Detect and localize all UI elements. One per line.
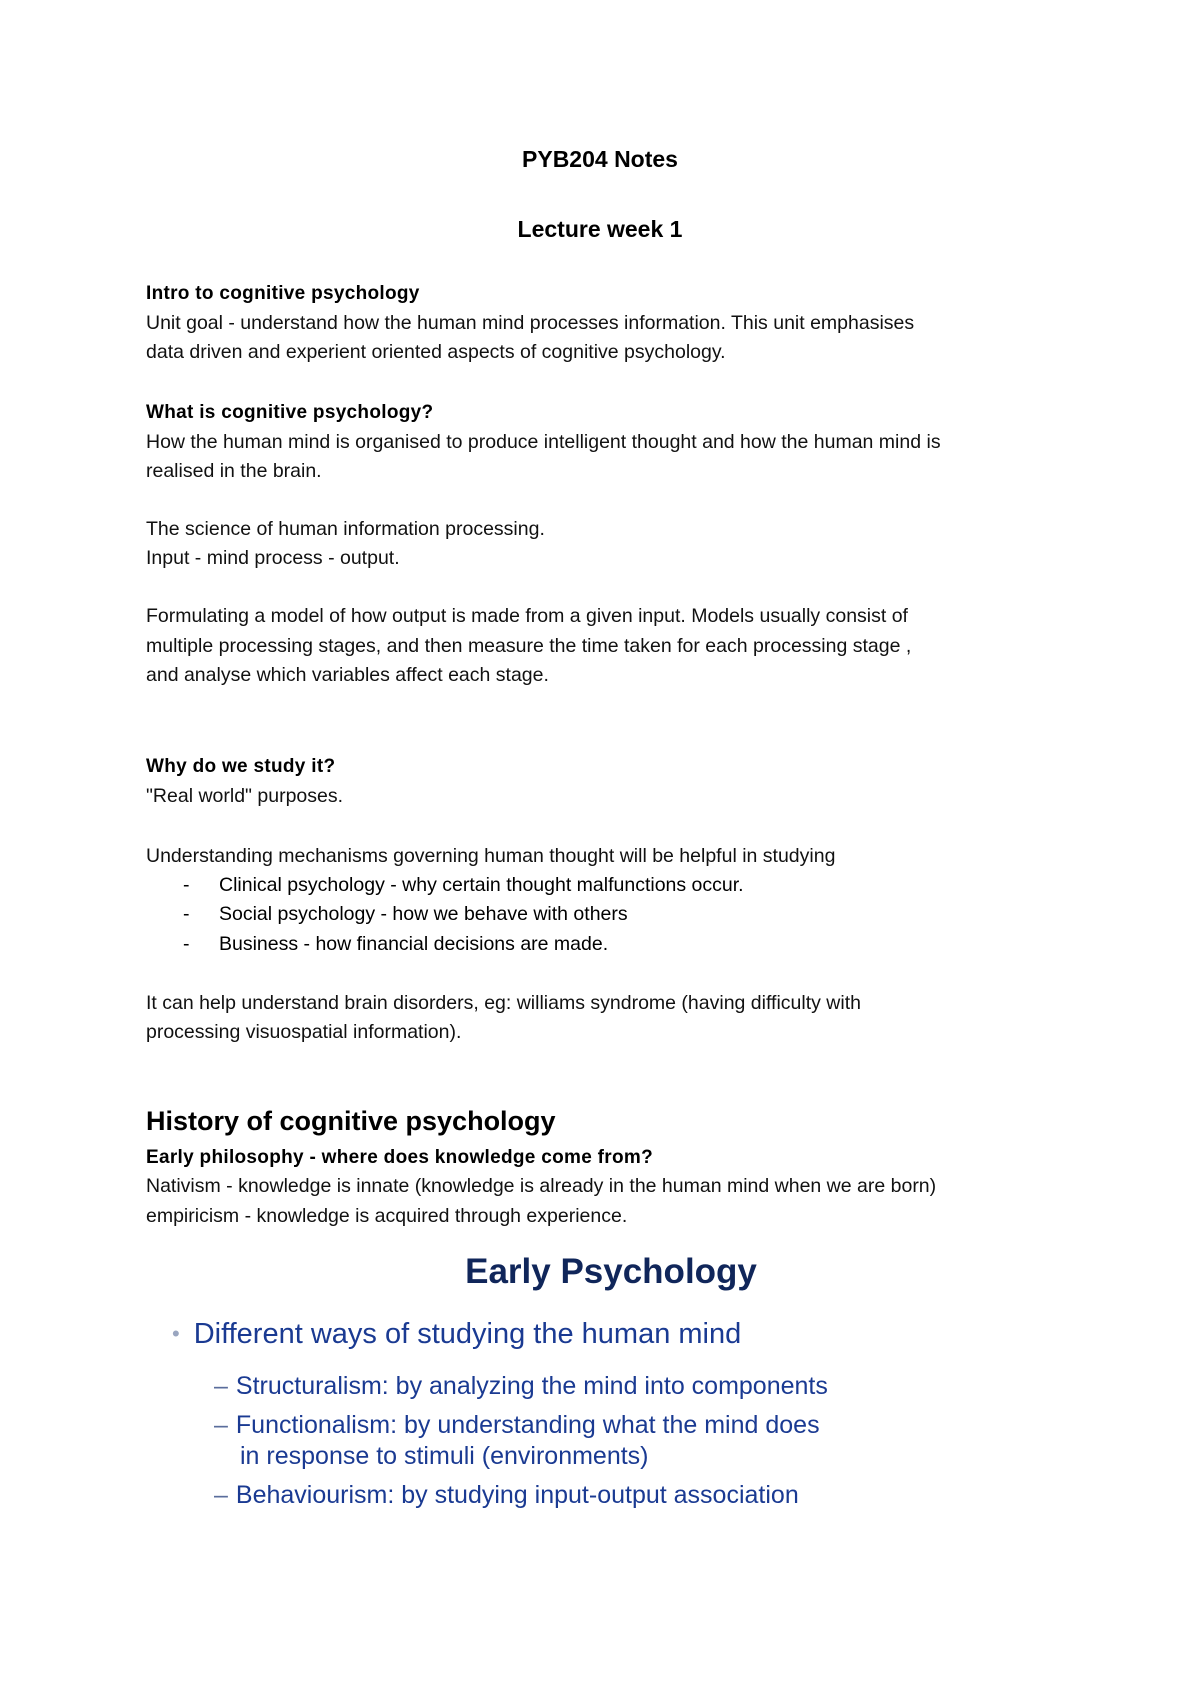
paragraph-line: empiricism - knowledge is acquired through experience. (146, 1205, 628, 1227)
paragraph-line: Unit goal - understand how the human mind processes information. This unit emphasises (146, 312, 915, 334)
slide-sub-item (214, 1480, 799, 1511)
paragraph-line: Understanding mechanisms governing human thought will be helpful in studying (146, 845, 836, 867)
list-dash: - (183, 874, 190, 896)
slide-sub-item (214, 1371, 828, 1402)
list-item-text: Business - how financial decisions are made. (219, 933, 609, 955)
slide-dash: – (214, 1481, 228, 1509)
list-item-text: Clinical psychology - why certain thought malfunctions occur. (219, 874, 744, 896)
subheading-early-philosophy: Early philosophy - where does knowledge come from? (146, 1147, 653, 1168)
list-item (146, 871, 744, 901)
bullet-dot-icon: • (172, 1321, 180, 1346)
paragraph-line: How the human mind is organised to produce intelligent thought and how the human mind is (146, 431, 941, 453)
slide-dash: – (214, 1411, 228, 1439)
slide-sub-text: Behaviourism: by studying input-output association (235, 1481, 799, 1509)
list-dash: - (183, 903, 190, 925)
slide-bullet-text: Different ways of studying the human mind (193, 1318, 742, 1350)
list-item (146, 900, 628, 930)
slide-dash: – (214, 1372, 228, 1400)
paragraph-line: It can help understand brain disorders, eg: williams syndrome (having difficulty with (146, 992, 861, 1014)
embedded-slide-image (146, 1240, 1046, 1520)
paragraph-line: and analyse which variables affect each stage. (146, 664, 549, 686)
document-subtitle: Lecture week 1 (517, 216, 683, 242)
document-title: PYB204 Notes (522, 146, 678, 172)
paragraph-line: "Real world" purposes. (146, 785, 344, 807)
paragraph-line: processing visuospatial information). (146, 1021, 462, 1043)
list-item-text: Social psychology - how we behave with others (219, 903, 628, 925)
section-heading-history: History of cognitive psychology (146, 1106, 556, 1136)
slide-sub-text: Structuralism: by analyzing the mind into components (235, 1372, 828, 1400)
slide-title: Early Psychology (465, 1252, 757, 1291)
paragraph-line: The science of human information processing. (146, 518, 545, 540)
list-item (146, 930, 608, 960)
paragraph-line: multiple processing stages, and then measure the time taken for each processing stage , (146, 635, 912, 657)
slide-sub-text: Functionalism: by understanding what the mind does (235, 1411, 820, 1439)
list-dash: - (183, 933, 190, 955)
slide-bullet (172, 1318, 741, 1351)
section-heading-what: What is cognitive psychology? (146, 402, 434, 423)
section-heading-intro: Intro to cognitive psychology (146, 283, 420, 304)
paragraph-line: realised in the brain. (146, 460, 322, 482)
slide-sub-text: in response to stimuli (environments) (240, 1442, 649, 1470)
paragraph-line: Nativism - knowledge is innate (knowledge is already in the human mind when we are born) (146, 1175, 937, 1197)
paragraph-line: data driven and experient oriented aspects of cognitive psychology. (146, 341, 726, 363)
paragraph-line: Formulating a model of how output is made from a given input. Models usually consist of (146, 605, 908, 627)
section-heading-why: Why do we study it? (146, 756, 336, 777)
slide-sub-continuation (214, 1441, 649, 1472)
slide-sub-item (214, 1410, 820, 1441)
paragraph-line: Input - mind process - output. (146, 547, 400, 569)
